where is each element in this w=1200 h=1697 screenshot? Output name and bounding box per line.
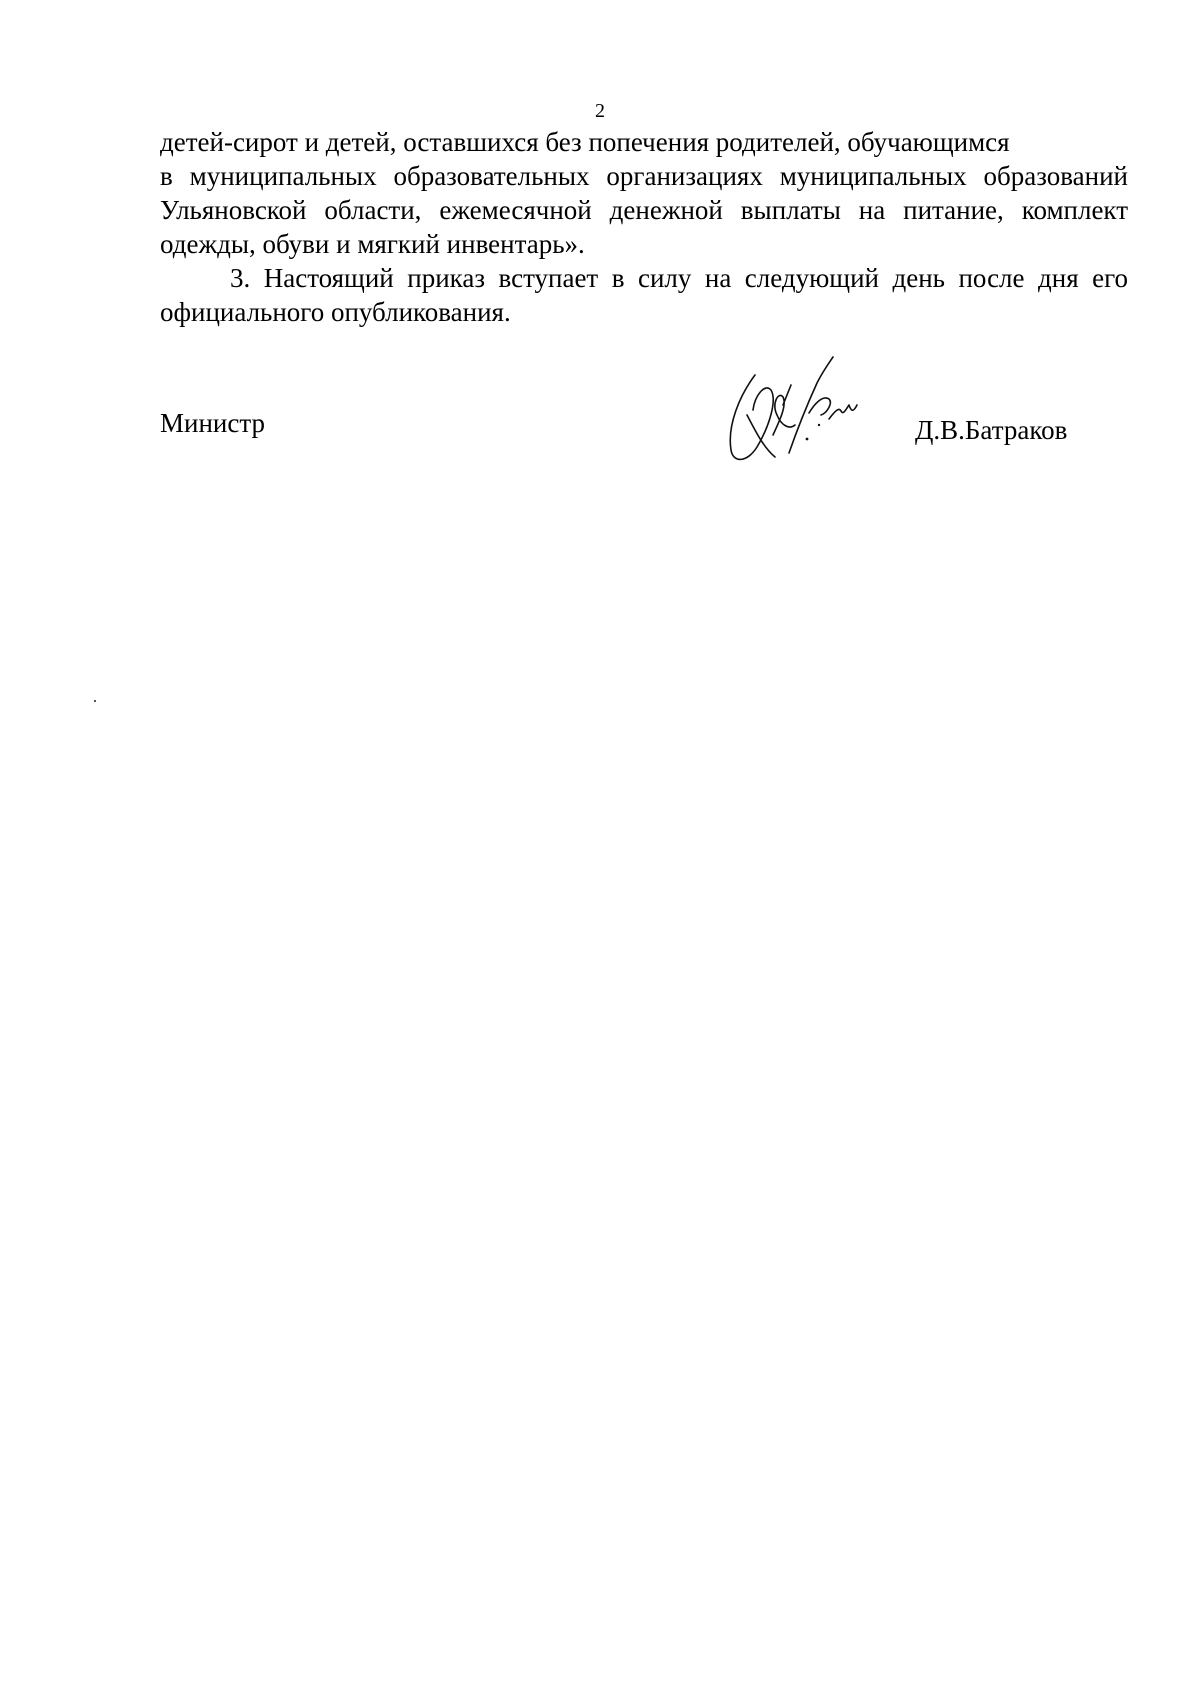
signature-image [725, 355, 905, 470]
item-3-line-1: 3. Настоящий приказ вступает в силу на следующий день после дня его [230, 263, 1128, 293]
signer-title: Министр [160, 408, 265, 438]
body-line-3: Ульяновской области, ежемесячной денежной выплаты на питание, комплект [160, 195, 1128, 225]
body-line-2: в муниципальных образовательных организациях муниципальных образований [160, 161, 1128, 191]
signer-name: Д.В.Батраков [915, 415, 1068, 445]
item-3-line-2: официального опубликования. [160, 297, 511, 327]
body-line-4: одежды, обуви и мягкий инвентарь». [160, 229, 585, 259]
body-line-1: детей-сирот и детей, оставшихся без попечения родителей, обучающимся [160, 127, 1010, 157]
page-number: 2 [595, 100, 605, 122]
scan-speck [94, 700, 96, 702]
